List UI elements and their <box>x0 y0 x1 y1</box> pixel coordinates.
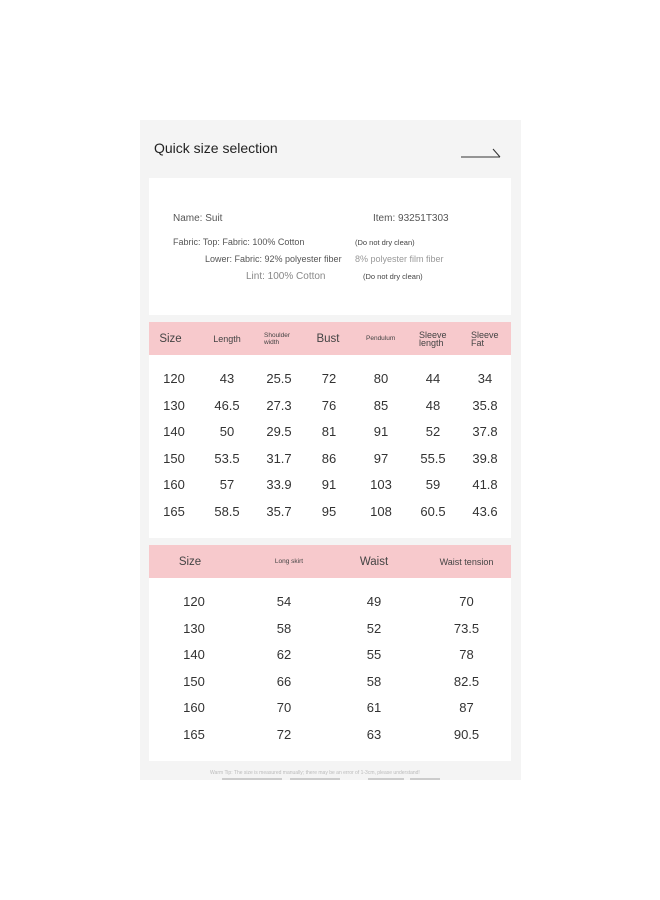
table-cell: 90.5 <box>453 726 480 742</box>
table-cell: 62 <box>276 647 292 662</box>
table-row <box>149 393 511 420</box>
col-header-waist-tension: Waist tension <box>439 556 494 567</box>
table-row <box>149 419 511 446</box>
table-cell: 35.7 <box>266 503 292 519</box>
table-cell: 97 <box>373 450 389 466</box>
table-cell: 46.5 <box>214 397 240 413</box>
table-cell: 165 <box>163 503 185 519</box>
table-cell: 27.3 <box>266 397 292 413</box>
table-cell: 80 <box>373 371 389 386</box>
table-cell: 66 <box>276 673 292 689</box>
footnote: Warm Tip: The size is measured manually; there may be an error of 1-3cm, please understand! <box>210 770 420 776</box>
col-header-shoulder-width: Shoulder width <box>264 331 291 346</box>
table-cell: 39.8 <box>472 450 498 466</box>
table-row <box>149 366 511 393</box>
lint-info: Lint: 100% Cotton <box>246 271 326 282</box>
table-cell: 59 <box>425 477 441 492</box>
table-row <box>149 722 511 749</box>
table-cell: 72 <box>276 726 292 742</box>
table-cell: 120 <box>163 371 185 386</box>
table-cell: 35.8 <box>472 397 498 413</box>
fabric-film: 8% polyester film fiber <box>355 254 444 264</box>
table-cell: 57 <box>219 477 235 492</box>
table-row <box>149 446 511 473</box>
table-cell: 91 <box>373 424 389 439</box>
table-cell: 130 <box>183 620 205 636</box>
table-row <box>149 642 511 669</box>
table-cell: 52 <box>366 620 382 636</box>
table-cell: 25.5 <box>266 371 292 386</box>
table-cell: 58.5 <box>214 503 240 519</box>
footnote-blur <box>290 778 340 780</box>
table-cell: 72 <box>321 371 337 386</box>
table-body <box>149 366 511 525</box>
table-cell: 41.8 <box>472 477 498 492</box>
table-cell: 55 <box>366 647 382 662</box>
table-row <box>149 669 511 696</box>
table-cell: 86 <box>321 450 337 466</box>
fabric-top: Fabric: Top: Fabric: 100% Cotton <box>173 237 305 247</box>
table-cell: 43.6 <box>472 503 498 519</box>
care-note-1: (Do not dry clean) <box>355 238 415 247</box>
top-size-table <box>149 322 511 538</box>
table-cell: 103 <box>370 477 392 492</box>
footnote-blur <box>368 778 404 780</box>
bottom-size-table <box>149 545 511 761</box>
product-name: Name: Suit <box>173 213 223 224</box>
table-cell: 34 <box>477 371 493 386</box>
table-cell: 50 <box>219 424 235 439</box>
table-cell: 120 <box>183 594 205 609</box>
table-row <box>149 589 511 616</box>
col-header-sleeve-length: Sleeve length <box>419 329 447 348</box>
table-cell: 54 <box>276 594 292 609</box>
table-cell: 44 <box>425 371 441 386</box>
table-cell: 140 <box>183 647 205 662</box>
table-cell: 165 <box>183 726 205 742</box>
table-cell: 52 <box>425 424 441 439</box>
table-cell: 55.5 <box>420 450 446 466</box>
table-cell: 73.5 <box>453 620 480 636</box>
table-cell: 49 <box>366 594 382 609</box>
col-header-length: Length <box>213 333 241 344</box>
fabric-lower: Lower: Fabric: 92% polyester fiber <box>205 254 342 264</box>
product-info-card <box>149 178 511 315</box>
table-cell: 130 <box>163 397 185 413</box>
table-header <box>149 545 511 578</box>
table-cell: 95 <box>321 503 337 519</box>
table-cell: 31.7 <box>266 450 292 466</box>
footnote-blur <box>222 778 282 780</box>
table-cell: 87 <box>459 700 474 715</box>
col-header-size: Size <box>159 332 182 345</box>
col-header-waist: Waist <box>359 555 389 568</box>
table-row <box>149 499 511 526</box>
col-header-size: Size <box>178 555 202 568</box>
table-cell: 63 <box>366 726 382 742</box>
table-cell: 85 <box>373 397 389 413</box>
col-header-bust: Bust <box>316 332 340 345</box>
item-number: Item: 93251T303 <box>373 213 449 224</box>
table-cell: 48 <box>425 397 441 413</box>
table-cell: 29.5 <box>266 424 292 439</box>
table-cell: 140 <box>163 424 185 439</box>
footnote-blur <box>410 778 440 780</box>
table-cell: 60.5 <box>420 503 446 519</box>
table-cell: 70 <box>276 700 292 715</box>
table-cell: 37.8 <box>472 424 498 439</box>
table-row <box>149 616 511 643</box>
table-cell: 61 <box>366 700 382 715</box>
table-cell: 82.5 <box>453 673 480 689</box>
table-cell: 78 <box>459 647 474 662</box>
table-cell: 58 <box>276 620 292 636</box>
page-title: Quick size selection <box>154 140 278 156</box>
arrow-right-icon[interactable] <box>460 144 502 160</box>
table-body <box>149 589 511 748</box>
size-chart-sheet <box>140 120 521 780</box>
col-header-long-skirt: Long skirt <box>274 558 304 565</box>
care-note-2: (Do not dry clean) <box>363 272 423 281</box>
table-cell: 150 <box>163 450 185 466</box>
table-header <box>149 322 511 355</box>
table-cell: 33.9 <box>266 477 292 492</box>
table-cell: 150 <box>183 673 205 689</box>
col-header-pendulum: Pendulum <box>366 335 396 342</box>
table-row <box>149 695 511 722</box>
table-row <box>149 472 511 499</box>
table-cell: 58 <box>366 673 382 689</box>
col-header-sleeve-fat: Sleeve Fat <box>471 329 499 348</box>
table-cell: 160 <box>163 477 185 492</box>
table-cell: 160 <box>183 700 205 715</box>
table-cell: 76 <box>321 397 337 413</box>
table-cell: 91 <box>321 477 337 492</box>
table-cell: 53.5 <box>214 450 240 466</box>
table-cell: 43 <box>219 371 235 386</box>
table-cell: 108 <box>370 503 392 519</box>
table-cell: 81 <box>321 424 337 439</box>
table-cell: 70 <box>459 594 474 609</box>
